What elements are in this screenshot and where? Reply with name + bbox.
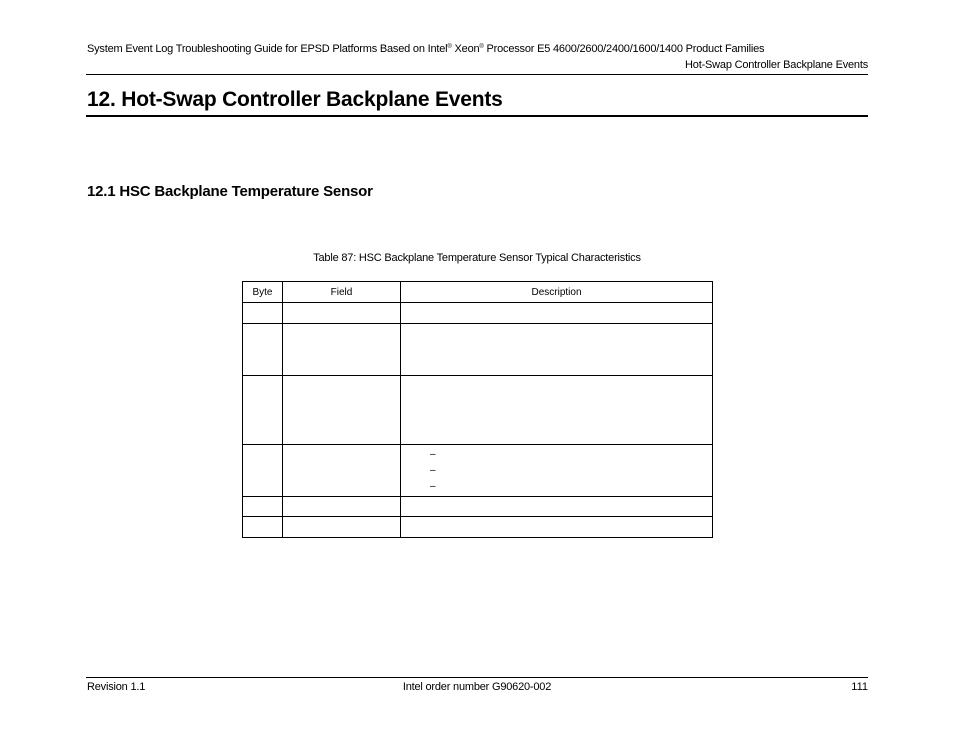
cell-byte xyxy=(243,497,283,517)
table-row xyxy=(243,303,713,324)
chapter-title: 12. Hot-Swap Controller Backplane Events xyxy=(87,88,503,111)
column-header-byte: Byte xyxy=(243,282,283,303)
chapter-divider xyxy=(86,115,868,117)
table-row xyxy=(243,376,713,445)
list-dash: – xyxy=(430,481,436,492)
list-dash: – xyxy=(430,465,436,476)
cell-byte xyxy=(243,445,283,497)
header-divider xyxy=(86,74,868,75)
cell-field xyxy=(283,517,401,538)
list-dash: – xyxy=(430,449,436,460)
cell-description xyxy=(401,497,713,517)
cell-field xyxy=(283,497,401,517)
cell-description xyxy=(401,324,713,376)
table-row xyxy=(243,324,713,376)
registered-mark: ® xyxy=(447,44,452,50)
cell-description xyxy=(401,517,713,538)
column-header-field: Field xyxy=(283,282,401,303)
registered-mark: ® xyxy=(479,44,484,50)
cell-description xyxy=(401,303,713,324)
cell-field xyxy=(283,303,401,324)
cell-field xyxy=(283,376,401,445)
characteristics-table xyxy=(242,281,713,538)
section-title: 12.1 HSC Backplane Temperature Sensor xyxy=(87,183,373,200)
cell-byte xyxy=(243,376,283,445)
document-header-chapter: Hot-Swap Controller Backplane Events xyxy=(685,59,868,71)
table-row xyxy=(243,517,713,538)
page-number: 111 xyxy=(851,681,868,693)
table-header-row xyxy=(243,282,713,303)
cell-byte xyxy=(243,303,283,324)
table-row xyxy=(243,497,713,517)
cell-description xyxy=(401,376,713,445)
footer-revision: Revision 1.1 xyxy=(87,681,146,693)
cell-description xyxy=(401,445,713,497)
footer-order-number: Intel order number G90620-002 xyxy=(402,681,552,693)
cell-field xyxy=(283,324,401,376)
footer-divider xyxy=(86,677,868,678)
table-row xyxy=(243,445,713,497)
cell-byte xyxy=(243,517,283,538)
column-header-description: Description xyxy=(401,282,713,303)
cell-field xyxy=(283,445,401,497)
cell-byte xyxy=(243,324,283,376)
table-caption: Table 87: HSC Backplane Temperature Sensor Typical Characteristics xyxy=(313,252,641,264)
document-header-title: System Event Log Troubleshooting Guide for EPSD Platforms Based on Intel® Xeon® Processor E5 4600/2600/2400/1600/1400 Product Families xyxy=(87,43,765,55)
